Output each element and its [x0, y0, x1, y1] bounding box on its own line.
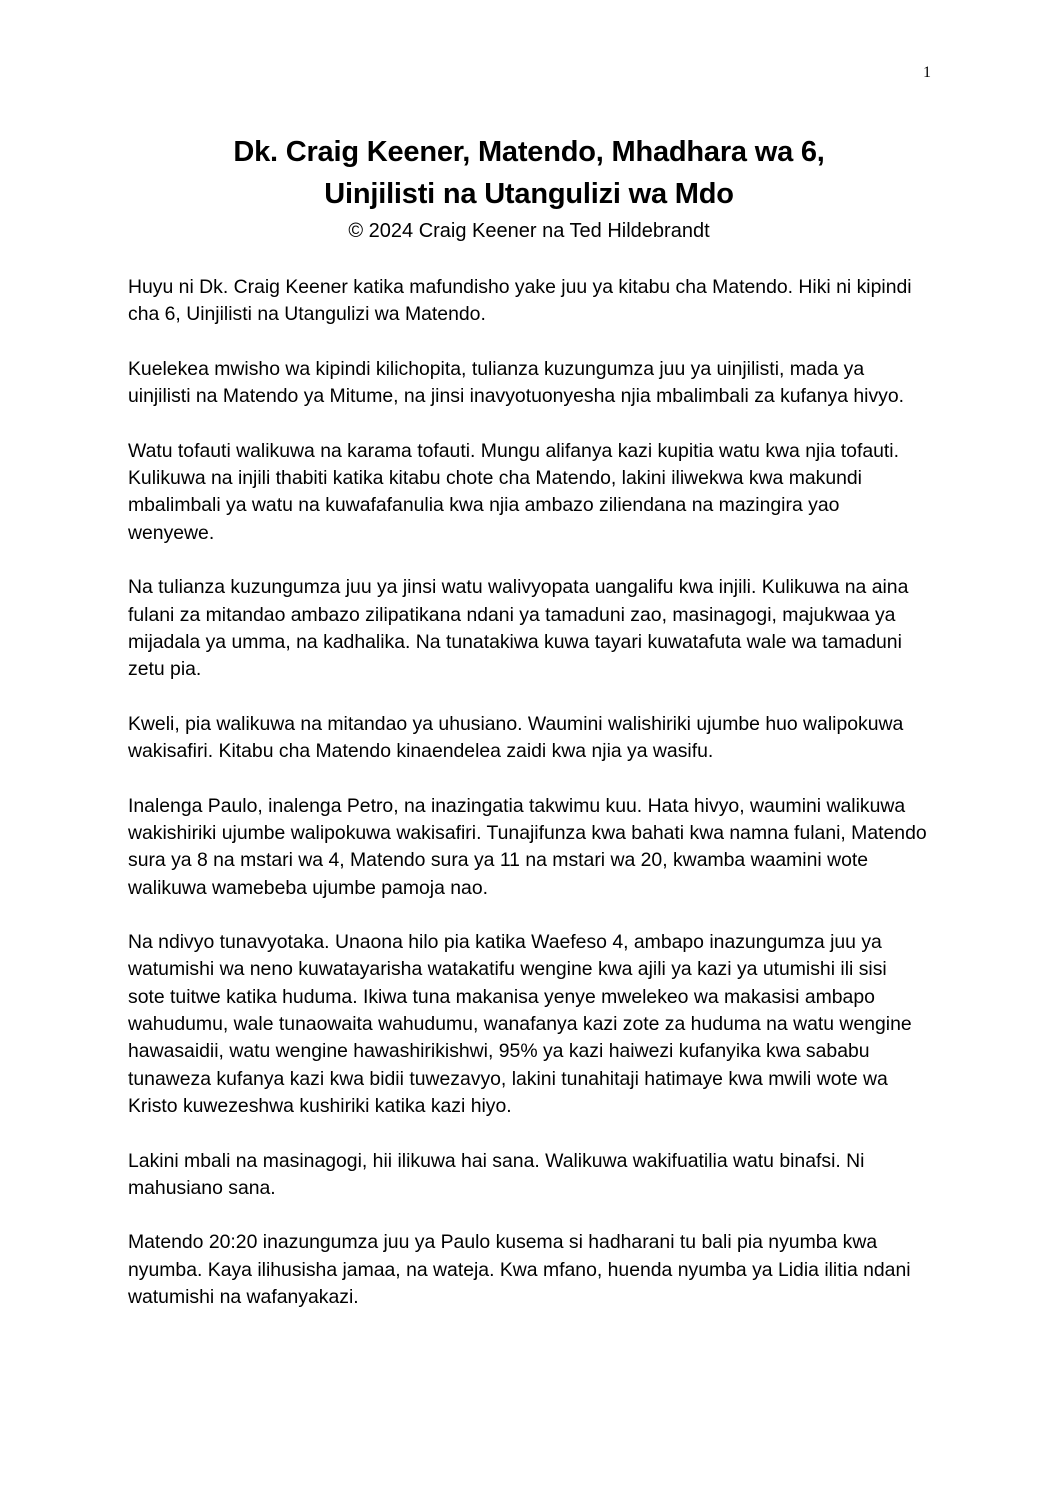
paragraph: Kweli, pia walikuwa na mitandao ya uhusiano. Waumini walishiriki ujumbe huo walipokuwa wakisafiri. Kitabu cha Matendo kinaendelea zaidi kwa njia ya wasifu.	[128, 712, 904, 763]
paragraph: Huyu ni Dk. Craig Keener katika mafundisho yake juu ya kitabu cha Matendo. Hiki ni kipindi cha 6, Uinjilisti na Utangulizi wa Matendo.	[128, 276, 912, 326]
title-line-2: Uinjilisti na Utangulizi wa Mdo	[324, 178, 734, 210]
paragraph: Kuelekea mwisho wa kipindi kilichopita, tulianza kuzungumza juu ya uinjilisti, mada ya uinjilisti na Matendo ya Mitume, na jinsi inavyotuonyesha njia mbalimbali za kufanya hivyo.	[128, 357, 905, 408]
document-title	[0, 131, 1058, 215]
paragraph: Lakini mbali na masinagogi, hii ilikuwa hai sana. Walikuwa wakifuatilia watu binafsi. Ni mahusiano sana.	[128, 1149, 865, 1199]
paragraph: Watu tofauti walikuwa na karama tofauti. Mungu alifanya kazi kupitia watu kwa njia tofauti. Kulikuwa na injili thabiti katika kitabu chote cha Matendo, lakini iliwekwa kwa makundi mbalimbali ya watu na kuwafafanulia kwa njia ambazo ziliendana na mazingira yao wenyewe.	[128, 439, 899, 544]
document-header	[0, 131, 1058, 245]
paragraph: Matendo 20:20 inazungumza juu ya Paulo kusema si hadharani tu bali pia nyumba kwa nyumba. Kaya ilihusisha jamaa, na wateja. Kwa mfano, huenda nyumba ya Lidia ilitia ndani watumishi na wafanyakazi.	[128, 1231, 911, 1308]
page-number: 1	[923, 64, 931, 81]
paragraph: Na tulianza kuzungumza juu ya jinsi watu walivyopata uangalifu kwa injili. Kulikuwa na aina fulani za mitandao ambazo zilipatikana ndani ya tamaduni zao, masinagogi, majukwaa ya mijadala ya umma, na kadhalika. Na tunatakiwa kuwa tayari kuwatafuta wale wa tamaduni zetu pia.	[128, 576, 909, 681]
paragraph: Inalenga Paulo, inalenga Petro, na inazingatia takwimu kuu. Hata hivyo, waumini walikuwa wakishiriki ujumbe walipokuwa wakisafiri. Tunajifunza kwa bahati kwa namna fulani, Matendo sura ya 8 na mstari wa 4, Matendo sura ya 11 na mstari wa 20, kwamba waamini wote walikuwa wamebeba ujumbe pamoja nao.	[128, 794, 927, 899]
title-line-1: Dk. Craig Keener, Matendo, Mhadhara wa 6,	[233, 136, 825, 168]
copyright-line: © 2024 Craig Keener na Ted Hildebrandt	[348, 220, 710, 242]
paragraph: Na ndivyo tunavyotaka. Unaona hilo pia katika Waefeso 4, ambapo inazungumza juu ya watumishi wa neno kuwatayarisha watakatifu wengine kwa ajili ya kazi ya utumishi ili sisi sote tuitwe katika huduma. Ikiwa tuna makanisa yenye mwelekeo wa makasisi ambapo wahudumu, wale tunaowaita wahudumu, wanafanya kazi zote za huduma na watu wengine hawasaidii, watu wengine hawashirikishwi, 95% ya kazi haiwezi kufanyika kwa sababu tunaweza kufanya kazi kwa bidii tuwezavyo, lakini tunahitaji hatimaye kwa mwili wote wa Kristo kuwezeshwa kushiriki katika kazi hiyo.	[128, 931, 912, 1117]
document-body	[128, 274, 928, 1339]
